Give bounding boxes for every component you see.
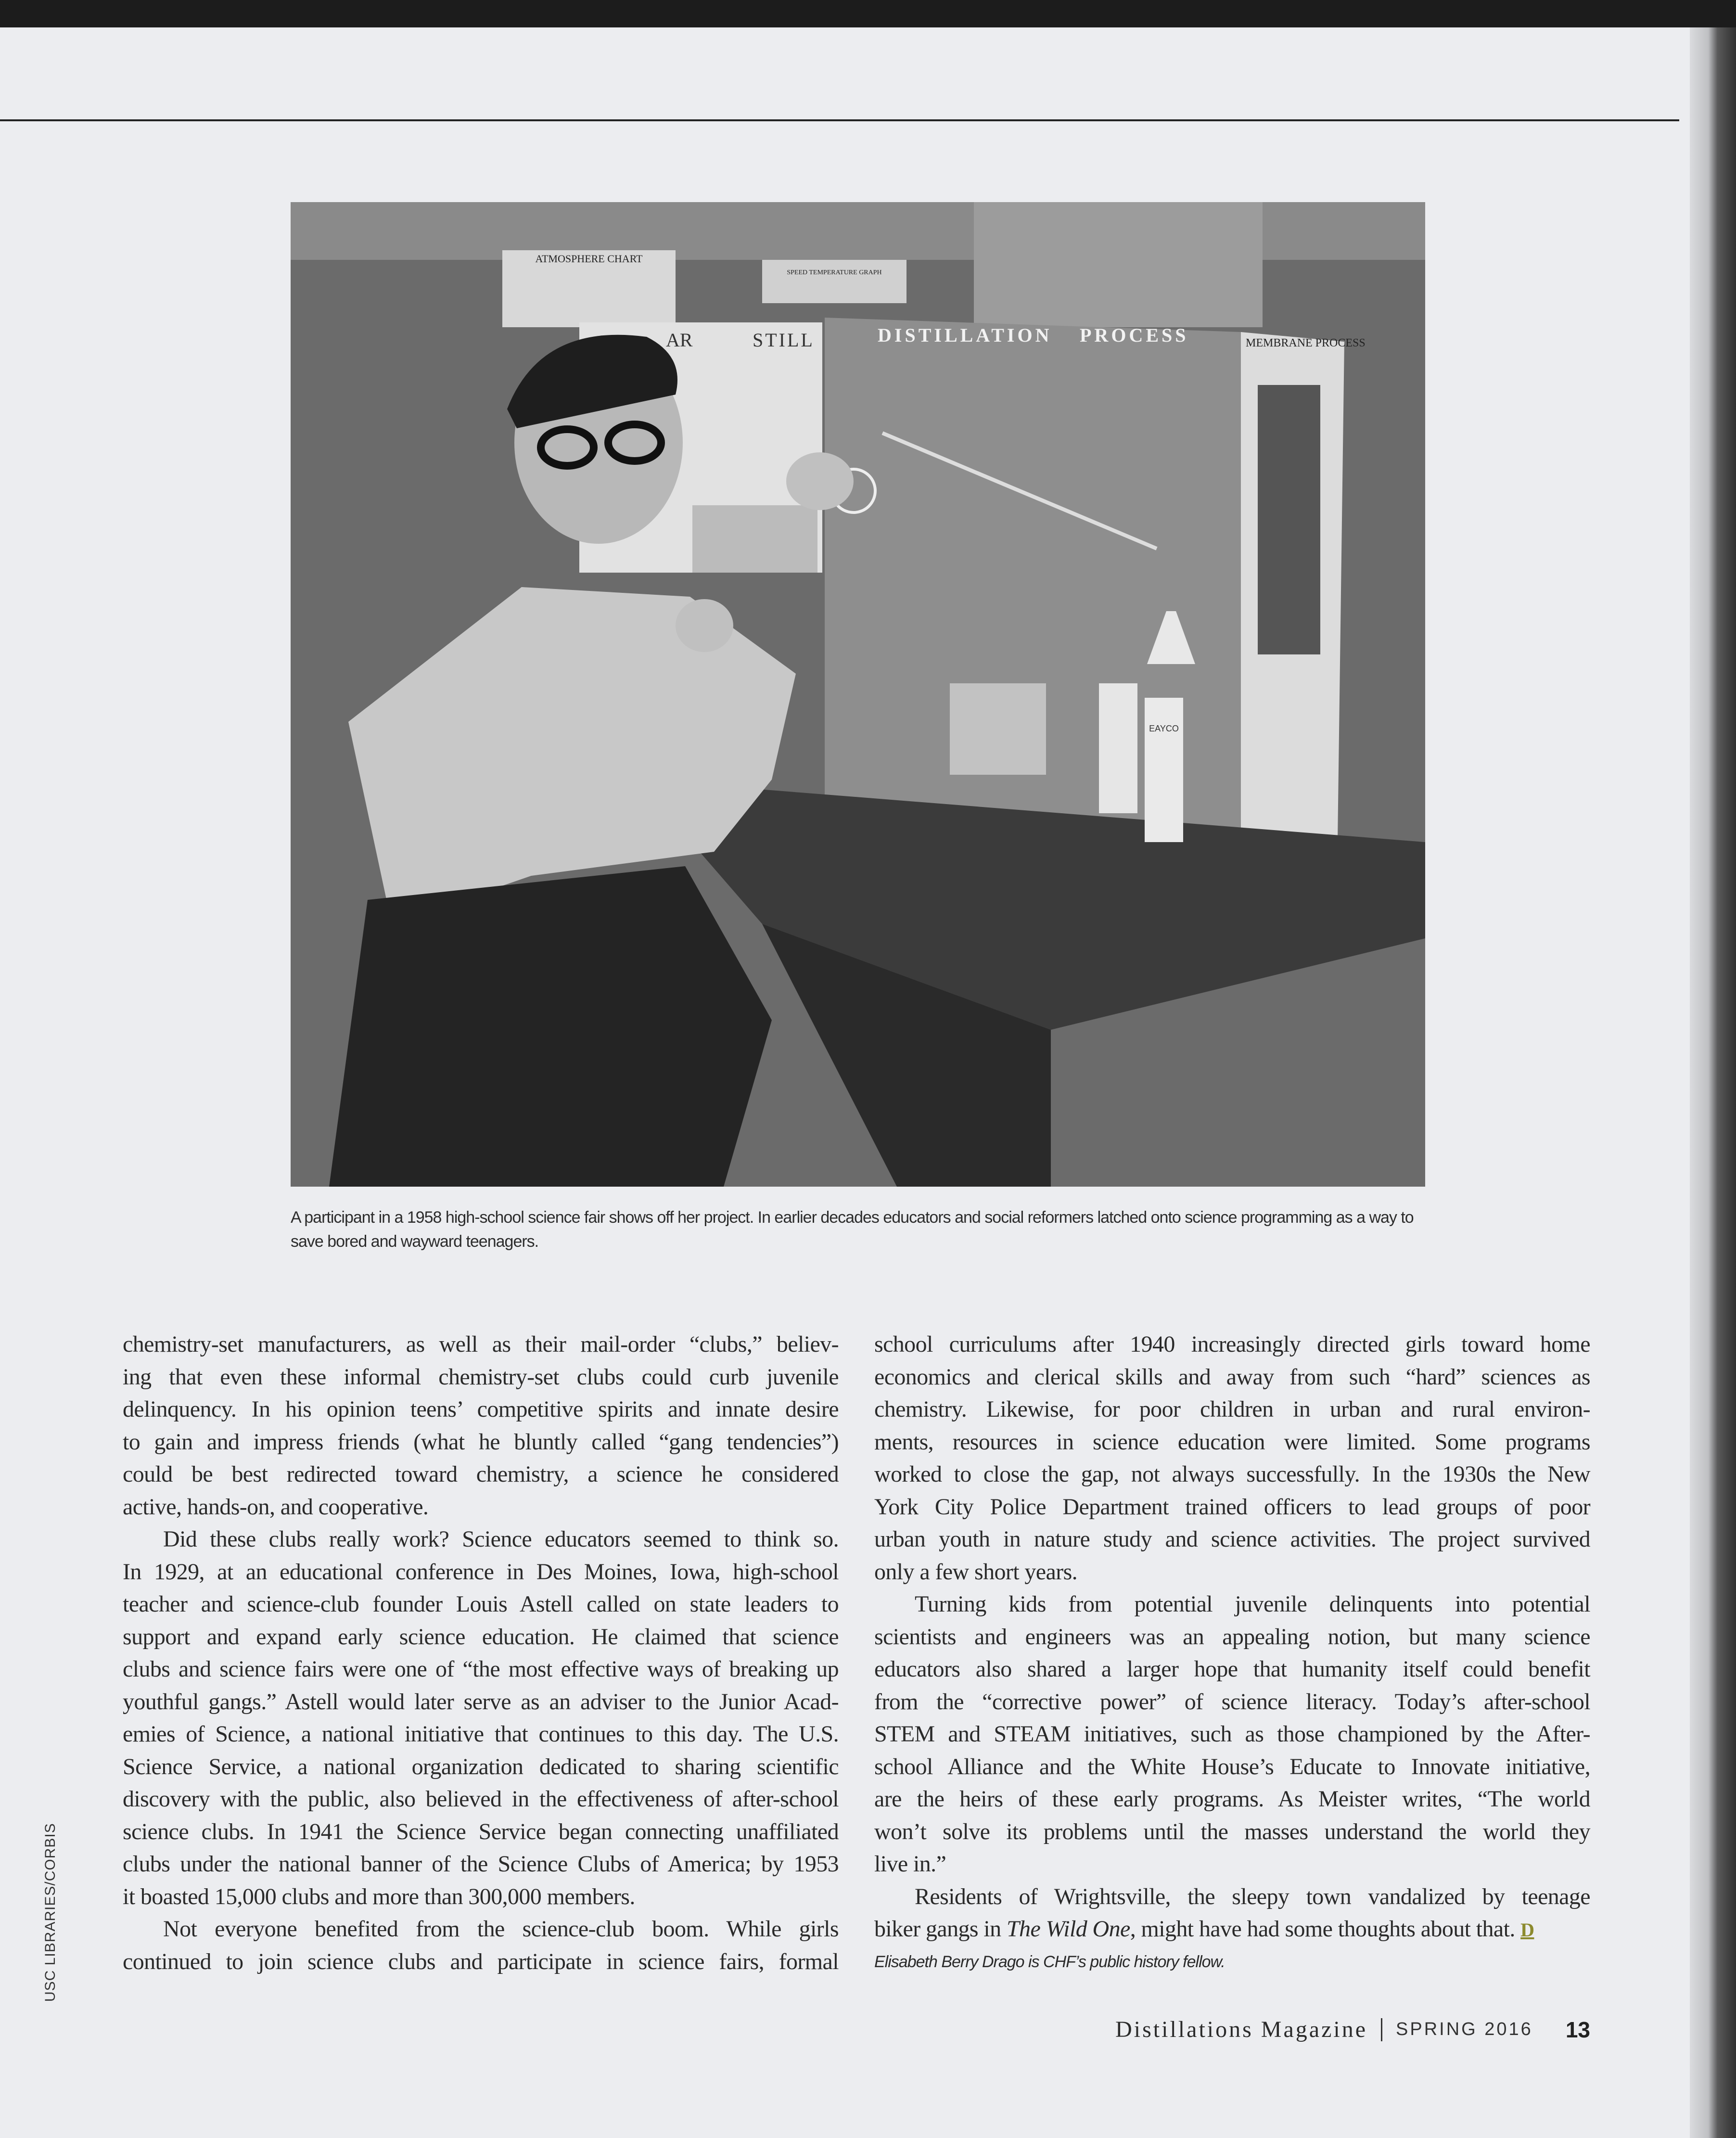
- article-column-right: [874, 1328, 1590, 1976]
- text-line: Did these clubs really work? Science educators seemed to think so.: [163, 1526, 839, 1552]
- text-line: chemistry-set manufacturers, as well as their mail-order “clubs,” believ-: [123, 1331, 839, 1357]
- text-line: chemistry. Likewise, for poor children in urban and rural environ-: [874, 1396, 1590, 1422]
- text-line: scientists and engineers was an appealing notion, but many science: [874, 1624, 1590, 1650]
- photo-board-text: PROCESS: [1080, 324, 1189, 346]
- photo-board-text: ATMOSPHERE CHART: [535, 253, 643, 265]
- text-line: Residents of Wrightsville, the sleepy town vandalized by teenage: [915, 1883, 1590, 1909]
- article-column-left: [123, 1328, 839, 1978]
- page-number: 13: [1565, 2017, 1590, 2042]
- text-line: In 1929, at an educational conference in Des Moines, Iowa, high-school: [123, 1559, 839, 1585]
- text-line: science clubs. In 1941 the Science Service began connecting unaffiliated: [123, 1818, 839, 1844]
- photo-board-text: SPEED TEMPERATURE GRAPH: [787, 269, 882, 276]
- text-line: live in.”: [874, 1851, 946, 1877]
- page-edge: [1690, 27, 1736, 2138]
- photo-caption: A participant in a 1958 high-school science fair shows off her project. In earlier decades educators and social reformers latched onto science programming as a way to save bored and wayward teenagers.: [291, 1208, 1414, 1251]
- text-line: it boasted 15,000 clubs and more than 300,000 members.: [123, 1883, 635, 1909]
- text-line: urban youth in nature study and science activities. The project survived: [874, 1526, 1590, 1552]
- text-line: STEM and STEAM initiatives, such as those championed by the After-: [874, 1721, 1590, 1747]
- film-title: The Wild One: [1006, 1916, 1130, 1942]
- science-fair-photo: [291, 202, 1425, 1187]
- scan-top-border: [0, 0, 1736, 27]
- text-line: York City Police Department trained officers to lead groups of poor: [874, 1494, 1590, 1520]
- text-line: Turning kids from potential juvenile delinquents into potential: [915, 1591, 1590, 1617]
- text-line: worked to close the gap, not always successfully. In the 1930s the New: [874, 1461, 1590, 1487]
- photo-board-text: STILL: [753, 329, 815, 351]
- photo-board-text: DISTILLATION: [878, 324, 1052, 346]
- text-line: are the heirs of these early programs. As Meister writes, “The world: [874, 1786, 1590, 1812]
- text-line: economics and clerical skills and away from such “hard” sciences as: [874, 1364, 1590, 1390]
- text-line: continued to join science clubs and participate in science fairs, formal: [123, 1948, 839, 1974]
- text-line: [874, 1913, 1590, 1946]
- footer-divider: [1381, 2018, 1382, 2041]
- text-line: only a few short years.: [874, 1559, 1078, 1585]
- text-line: Science Service, a national organization dedicated to sharing scientific: [123, 1754, 839, 1780]
- text-line: from the “corrective power” of science literacy. Today’s after-school: [874, 1689, 1590, 1715]
- text-line: active, hands-on, and cooperative.: [123, 1494, 429, 1520]
- photo-board-text: AR: [666, 329, 693, 351]
- text-segment: , might have had some thoughts about that.: [1130, 1916, 1521, 1942]
- photo-credit: USC LIBRARIES/CORBIS: [42, 1823, 58, 2002]
- text-line: ing that even these informal chemistry-set clubs could curb juvenile: [123, 1364, 839, 1390]
- author-byline: Elisabeth Berry Drago is CHF’s public history fellow.: [874, 1952, 1225, 1971]
- text-line: Not everyone benefited from the science-club boom. While girls: [163, 1916, 839, 1942]
- text-line: to gain and impress friends (what he bluntly called “gang tendencies”): [123, 1429, 839, 1455]
- text-line: teacher and science-club founder Louis Astell called on state leaders to: [123, 1591, 839, 1617]
- header-rule: [0, 119, 1679, 121]
- text-line: discovery with the public, also believed in the effectiveness of after-school: [123, 1786, 839, 1812]
- text-line: won’t solve its problems until the masses understand the world they: [874, 1818, 1590, 1844]
- text-line: youthful gangs.” Astell would later serve as an adviser to the Junior Acad-: [123, 1689, 839, 1715]
- text-line: educators also shared a larger hope that humanity itself could benefit: [874, 1656, 1590, 1682]
- text-line: clubs and science fairs were one of “the most effective ways of breaking up: [123, 1656, 839, 1682]
- end-mark-logo: D: [1520, 1919, 1534, 1941]
- text-line: emies of Science, a national initiative that continues to this day. The U.S.: [123, 1721, 839, 1747]
- page-footer: [1115, 2016, 1590, 2043]
- text-line: school Alliance and the White House’s Educate to Innovate initiative,: [874, 1754, 1590, 1780]
- text-line: ments, resources in science education were limited. Some programs: [874, 1429, 1590, 1455]
- text-line: clubs under the national banner of the Science Clubs of America; by 1953: [123, 1851, 839, 1877]
- photo-board-text: EAYCO: [1149, 724, 1179, 733]
- text-line: could be best redirected toward chemistry, a science he considered: [123, 1461, 839, 1487]
- text-line: school curriculums after 1940 increasingly directed girls toward home: [874, 1331, 1590, 1357]
- text-line: support and expand early science education. He claimed that science: [123, 1624, 839, 1650]
- photo-board-text: MEMBRANE PROCESS: [1246, 337, 1366, 349]
- text-segment: biker gangs in: [874, 1916, 1007, 1942]
- magazine-title: Distillations Magazine: [1115, 2017, 1368, 2042]
- issue-label: SPRING 2016: [1396, 2019, 1533, 2039]
- text-line: delinquency. In his opinion teens’ competitive spirits and innate desire: [123, 1396, 839, 1422]
